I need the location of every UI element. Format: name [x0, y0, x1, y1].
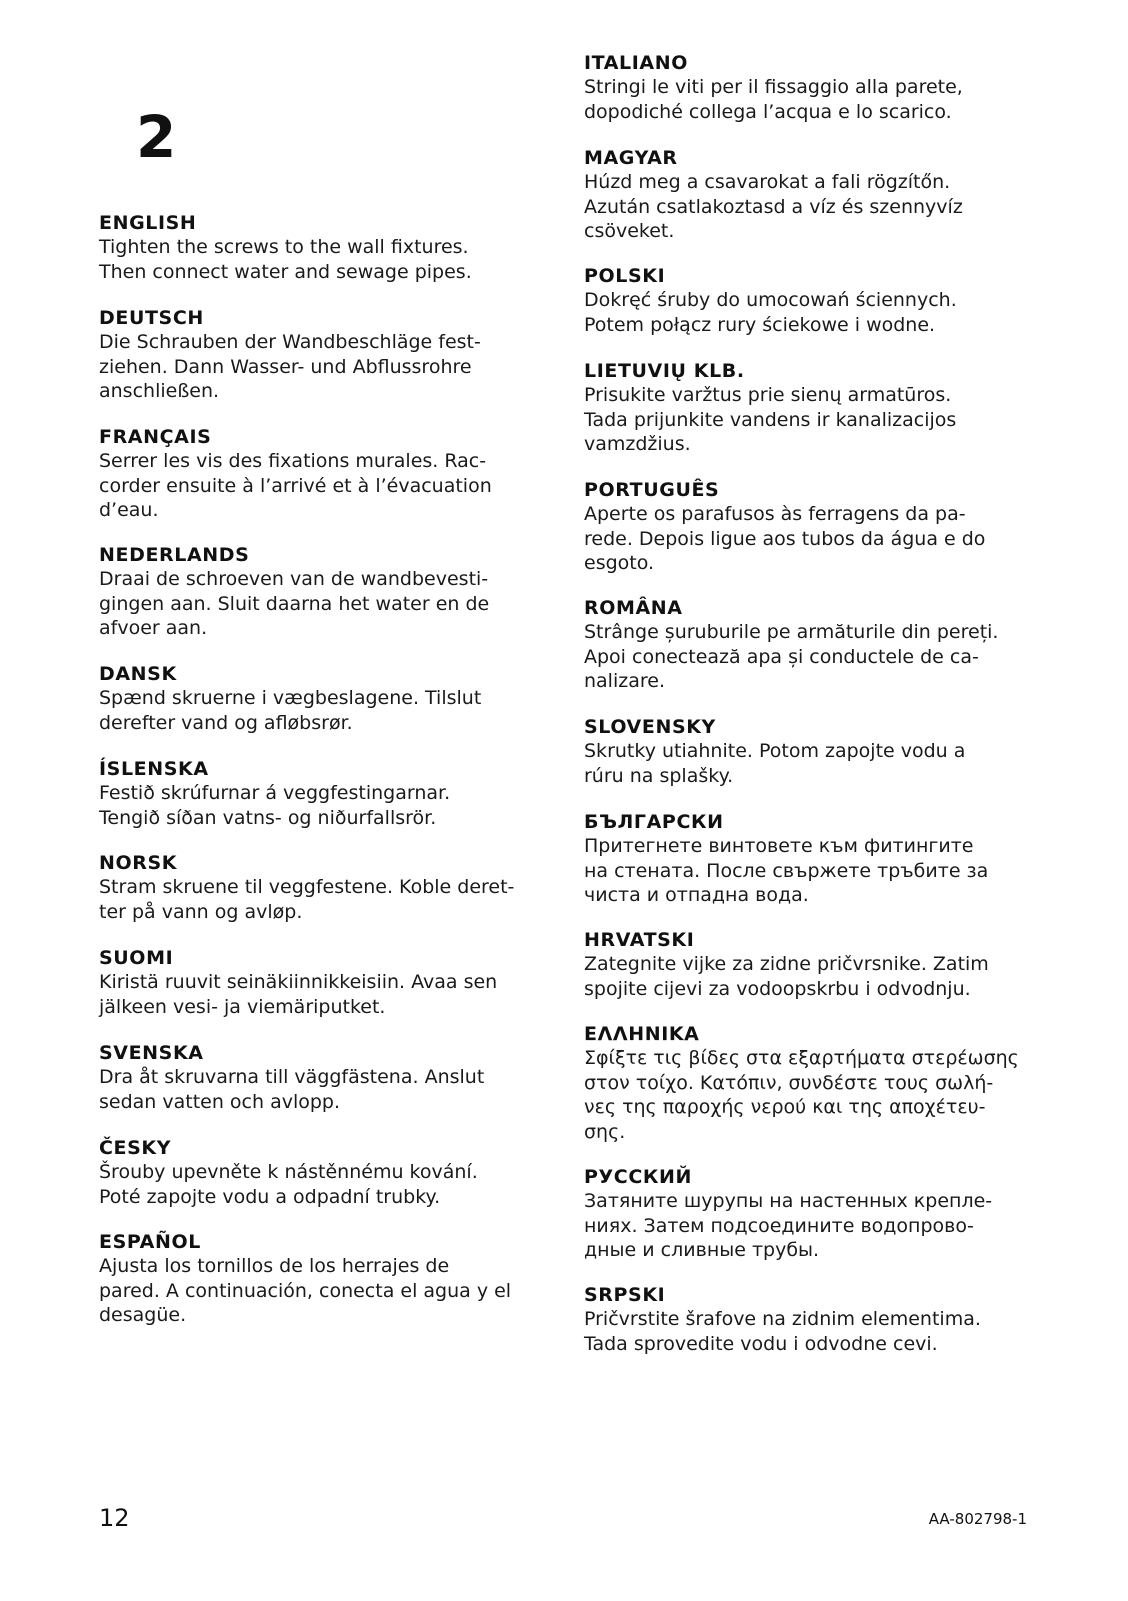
lang-block-romana [584, 596, 1054, 694]
page-number: 12 [99, 1504, 130, 1532]
lang-text: Festið skrúfurnar á veggfestingarnar. Tengið síðan vatns- og niðurfallsrör. [99, 782, 451, 829]
lang-text: Kiristä ruuvit seinäkiinnikkeisiin. Avaa sen jälkeen vesi- ja viemäriputket. [99, 971, 498, 1018]
lang-title: FRANÇAIS [99, 426, 212, 448]
lang-title: POLSKI [584, 265, 666, 287]
lang-title: NORSK [99, 852, 178, 874]
lang-title: ÍSLENSKA [99, 758, 209, 780]
lang-text: Die Schrauben der Wandbeschläge fest- ziehen. Dann Wasser- und Abflussrohre anschließen. [99, 331, 481, 402]
lang-text: Spænd skruerne i vægbeslagene. Tilslut derefter vand og afløbsrør. [99, 687, 482, 734]
lang-title: ENGLISH [99, 212, 197, 234]
lang-title: NEDERLANDS [99, 544, 250, 566]
lang-title: ČESKY [99, 1137, 172, 1159]
lang-title: РУССКИЙ [584, 1166, 692, 1188]
lang-title: ROMÂNA [584, 597, 683, 619]
lang-title: SLOVENSKY [584, 716, 716, 738]
lang-text: Serrer les vis des fixations murales. Rac- corder ensuite à l’arrivé et à l’évacuation d’eau. [99, 450, 492, 521]
lang-title: SUOMI [99, 947, 174, 969]
lang-text: Σφίξτε τις βίδες στα εξαρτήματα στερέωσης στον τοίχο. Κατόπιν, συνδέστε τους σωλή- νες της παροχής νερού και της αποχέτευ- σης. [584, 1047, 1019, 1143]
lang-title: БЪЛГАРСКИ [584, 811, 724, 833]
lang-text: Húzd meg a csavarokat a fali rögzítőn. Azután csatlakoztasd a víz és szennyvíz csöveket. [584, 171, 963, 242]
lang-block-bulgarski [584, 810, 1054, 908]
lang-block-slovensky [584, 715, 1054, 788]
lang-text: Zategnite vijke za zidne pričvrsnike. Zatim spojite cijevi za vodoopskrbu i odvodnju. [584, 953, 989, 1000]
lang-text: Strânge șuruburile pe armăturile din pereți. Apoi conectează apa și conductele de ca- nalizare. [584, 621, 999, 692]
lang-title: ESPAÑOL [99, 1231, 201, 1253]
lang-title: SVENSKA [99, 1042, 204, 1064]
lang-text: Затяните шурупы на настенных крепле- ниях. Затем подсоедините водопрово- дные и сливные трубы. [584, 1190, 993, 1261]
lang-title: ITALIANO [584, 52, 688, 74]
lang-block-portugues [584, 478, 1054, 576]
lang-block-espanol [99, 1230, 549, 1328]
lang-block-cesky [99, 1136, 549, 1209]
lang-text: Притегнете винтовете към фитингите на стената. После свържете тръбите за чиста и отпадна вода. [584, 835, 989, 906]
lang-block-lietuviu [584, 359, 1054, 457]
lang-text: Šrouby upevněte k nástěnnému kování. Poté zapojte vodu a odpadní trubky. [99, 1161, 478, 1208]
lang-title: HRVATSKI [584, 929, 695, 951]
lang-text: Aperte os parafusos às ferragens da pa- rede. Depois ligue aos tubos da água e do esgoto. [584, 503, 986, 574]
lang-text: Dra åt skruvarna till väggfästena. Anslut sedan vatten och avlopp. [99, 1066, 485, 1113]
lang-text: Tighten the screws to the wall fixtures. Then connect water and sewage pipes. [99, 236, 472, 283]
lang-block-suomi [99, 946, 549, 1019]
lang-title: MAGYAR [584, 147, 678, 169]
lang-text: Draai de schroeven van de wandbevesti- gingen aan. Sluit daarna het water en de afvoer aan. [99, 568, 490, 639]
lang-block-svenska [99, 1041, 549, 1114]
lang-block-english [99, 211, 549, 284]
lang-block-nederlands [99, 543, 549, 641]
lang-title: SRPSKI [584, 1284, 666, 1306]
lang-block-italiano [584, 51, 1054, 124]
lang-title: LIETUVIŲ KLB. [584, 360, 745, 382]
lang-text: Ajusta los tornillos de los herrajes de pared. A continuación, conecta el agua y el desagüe. [99, 1255, 512, 1326]
document-code: AA-802798-1 [928, 1510, 1027, 1528]
lang-text: Stram skruene til veggfestene. Koble deret- ter på vann og avløp. [99, 876, 515, 923]
lang-text: Skrutky utiahnite. Potom zapojte vodu a rúru na splašky. [584, 740, 966, 787]
lang-block-polski [584, 264, 1054, 337]
lang-block-ellinika [584, 1022, 1054, 1144]
lang-text: Stringi le viti per il fissaggio alla parete, dopodiché collega l’acqua e lo scarico. [584, 76, 963, 123]
lang-block-deutsch [99, 306, 549, 404]
lang-block-hrvatski [584, 928, 1054, 1001]
lang-block-islenska [99, 757, 549, 830]
step-number: 2 [136, 103, 177, 171]
lang-block-russkiy [584, 1165, 1054, 1263]
lang-block-dansk [99, 662, 549, 735]
lang-block-srpski [584, 1283, 1054, 1356]
lang-text: Dokręć śruby do umocowań ściennych. Potem połącz rury ściekowe i wodne. [584, 289, 957, 336]
lang-title: DEUTSCH [99, 307, 204, 329]
lang-title: DANSK [99, 663, 177, 685]
lang-text: Prisukite varžtus prie sienų armatūros. Tada prijunkite vandens ir kanalizacijos vamzdžius. [584, 384, 957, 455]
lang-title: PORTUGUÊS [584, 479, 720, 501]
lang-block-magyar [584, 146, 1054, 244]
lang-title: ΕΛΛΗΝΙΚΑ [584, 1023, 700, 1045]
lang-block-francais [99, 425, 549, 523]
lang-text: Pričvrstite šrafove na zidnim elementima. Tada sprovedite vodu i odvodne cevi. [584, 1308, 981, 1355]
lang-block-norsk [99, 851, 549, 924]
